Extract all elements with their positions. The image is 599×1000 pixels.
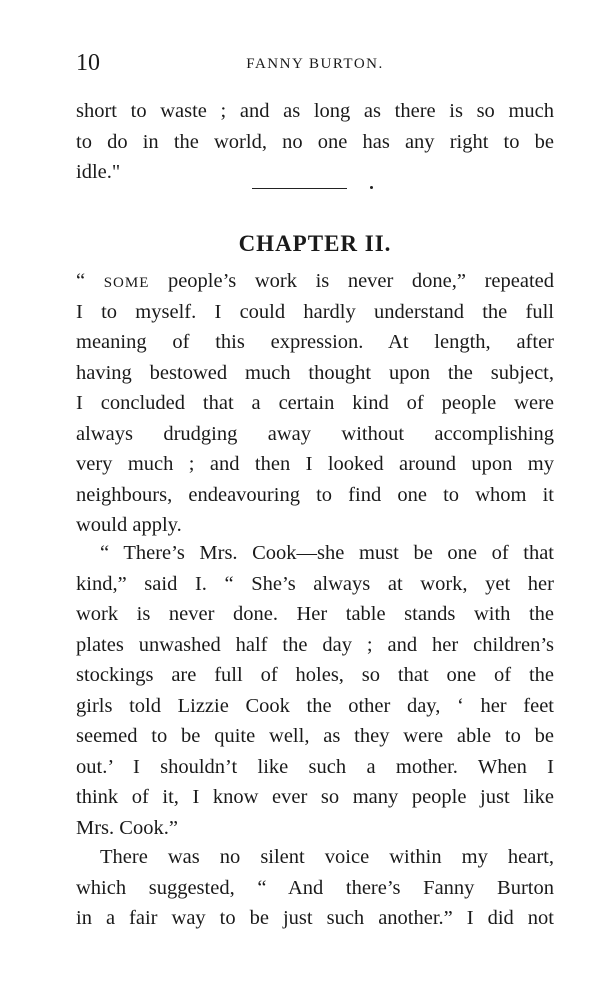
page-header xyxy=(76,50,554,80)
text-line: meaning of this expression. At length, after xyxy=(76,331,554,353)
text-line: kind,” said I. “ She’s always at work, yet her xyxy=(76,572,554,595)
text-line: short to waste ; and as long as there is so much xyxy=(76,100,554,122)
text-line: to do in the world, no one has any right to be xyxy=(76,130,554,153)
paragraph-3 xyxy=(76,842,554,934)
text-line: work is never done. Her table stands with the xyxy=(76,603,554,625)
page-number: 10 xyxy=(76,50,100,76)
paragraph-1 xyxy=(76,266,554,541)
rule-dot xyxy=(370,186,373,189)
text-line: out.’ I shouldn’t like such a mother. When I xyxy=(76,755,554,778)
text-line: girls told Lizzie Cook the other day, ‘ her feet xyxy=(76,694,554,717)
text-line: idle." xyxy=(76,161,121,183)
section-rule xyxy=(252,188,347,189)
text-line: “ There’s Mrs. Cook—she must be one of that xyxy=(100,542,554,564)
text-line xyxy=(76,266,554,297)
chapter-heading: CHAPTER II. xyxy=(238,231,392,256)
running-title: FANNY BURTON. xyxy=(246,56,384,72)
text-line: I concluded that a certain kind of people were xyxy=(76,392,554,414)
text-line: Mrs. Cook.” xyxy=(76,816,178,839)
opening-quote: “ xyxy=(76,270,104,292)
text-line: plates unwashed half the day ; and her children’s xyxy=(76,633,554,656)
text-line: having bestowed much thought upon the subject, xyxy=(76,361,554,384)
small-caps-word: SOME xyxy=(103,275,150,291)
text-line: would apply. xyxy=(76,514,182,536)
text-line: which suggested, “ And there’s Fanny Burton xyxy=(76,876,554,899)
text-line: stockings are full of holes, so that one of the xyxy=(76,664,554,686)
text-line-rest: people’s work is never done,” repeated xyxy=(149,270,554,292)
text-line: seemed to be quite well, as they were able to be xyxy=(76,725,554,747)
text-line: very much ; and then I looked around upon my xyxy=(76,453,554,475)
paragraph-2 xyxy=(76,538,554,843)
continued-paragraph xyxy=(76,96,554,188)
text-line: There was no silent voice within my heart, xyxy=(100,846,554,868)
text-line: in a fair way to be just such another.” I did not xyxy=(76,907,554,929)
text-line: think of it, I know ever so many people just like xyxy=(76,786,554,808)
text-line: neighbours, endeavouring to find one to whom it xyxy=(76,483,554,506)
text-line: I to myself. I could hardly understand the full xyxy=(76,300,554,323)
text-line: always drudging away without accomplishing xyxy=(76,422,554,445)
